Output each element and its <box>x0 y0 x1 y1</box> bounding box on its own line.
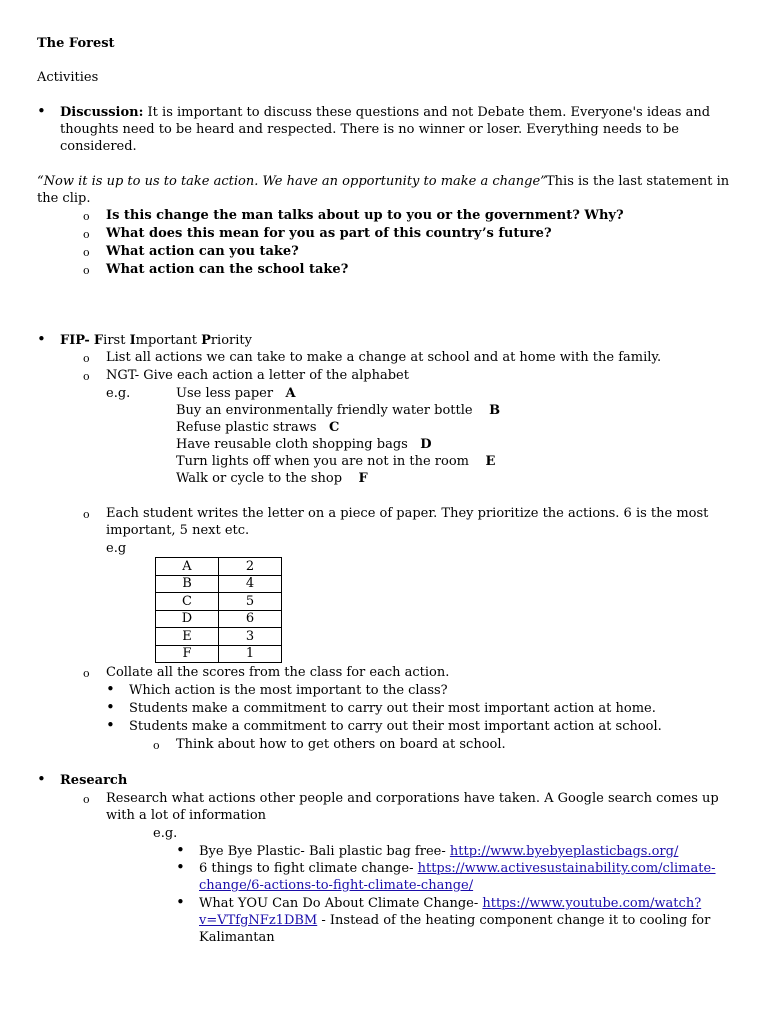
action-item <box>176 419 339 436</box>
table-cell-letter: C <box>156 593 219 611</box>
circle-bullet-icon: o <box>83 264 90 277</box>
action-letter: D <box>420 437 432 452</box>
circle-bullet-icon: o <box>83 793 90 806</box>
table-row <box>156 645 282 663</box>
circle-bullet-icon: o <box>83 228 90 241</box>
research-line-2: with a lot of information <box>106 808 267 823</box>
research-item-3 <box>199 895 701 912</box>
action-text: Refuse plastic straws <box>176 420 317 435</box>
action-text: Have reusable cloth shopping bags <box>176 437 408 452</box>
question-item: What action can you take? <box>106 244 299 259</box>
circle-bullet-icon: o <box>83 508 90 521</box>
question-item: What does this mean for you as part of this country’s future? <box>106 226 552 241</box>
research-item-1-text: Bye Bye Plastic- Bali plastic bag free- <box>199 844 450 859</box>
quote-text: “Now it is up to us to take action. We have an opportunity to make a change” <box>37 174 547 189</box>
bullet-icon: • <box>37 770 46 788</box>
activities-heading: Activities <box>37 70 99 85</box>
fip-heading <box>60 332 252 349</box>
bullet-icon: • <box>106 698 115 716</box>
circle-bullet-icon: o <box>83 246 90 259</box>
fip-letter-f: F <box>93 333 104 348</box>
action-item <box>176 470 368 487</box>
circle-bullet-icon: o <box>83 352 90 365</box>
discussion-text-1: It is important to discuss these questions and not Debate them. Everyone's ideas and <box>147 105 711 120</box>
research-item-3-text: What YOU Can Do About Climate Change- <box>199 896 483 911</box>
table-cell-score: 4 <box>219 575 282 593</box>
discussion-line-2: thoughts need to be heard and respected. There is no winner or loser. Everything needs to be <box>60 122 679 137</box>
fip-word-important: mportant <box>135 333 202 348</box>
research-item-3-line-3: Kalimantan <box>199 930 275 945</box>
question-item: Is this change the man talks about up to you or the government? Why? <box>106 208 624 223</box>
bullet-icon: • <box>106 716 115 734</box>
fip-ngt: NGT- Give each action a letter of the alphabet <box>106 368 409 383</box>
fip-word-first: irst <box>103 333 130 348</box>
research-item-3-line-2 <box>199 912 710 929</box>
sub-bullet-item: Students make a commitment to carry out their most important action at home. <box>129 701 656 716</box>
circle-bullet-icon: o <box>83 370 90 383</box>
discussion-line-1 <box>60 104 710 121</box>
fip-eg-label: e.g. <box>106 386 131 401</box>
fip-letter-p: P <box>201 333 211 348</box>
table-cell-score: 2 <box>219 558 282 576</box>
fip-letter-i: I <box>129 333 136 348</box>
fip-collate: Collate all the scores from the class for each action. <box>106 665 450 680</box>
bullet-icon: • <box>106 680 115 698</box>
bullet-icon: • <box>37 330 46 348</box>
table-cell-score: 5 <box>219 593 282 611</box>
action-letter: E <box>485 454 496 469</box>
bullet-icon: • <box>176 893 185 911</box>
research-item-3-after: - Instead of the heating component change it to cooling for <box>317 913 711 928</box>
action-letter: A <box>285 386 296 401</box>
action-letter: C <box>328 420 340 435</box>
document-title: The Forest <box>37 36 115 51</box>
youtube-link-cont[interactable]: v=VTfgNFz1DBM <box>199 913 318 928</box>
bullet-icon: • <box>176 841 185 859</box>
fip-eg2-label: e.g <box>106 541 127 556</box>
sub-bullet-item: Which action is the most important to the class? <box>129 683 448 698</box>
research-item-2-line-2 <box>199 877 473 894</box>
activesustainability-link-cont[interactable]: change/6-actions-to-fight-climate-change/ <box>199 878 474 893</box>
action-text: Turn lights off when you are not in the room <box>176 454 469 469</box>
table-cell-letter: A <box>156 558 219 576</box>
circle-bullet-icon: o <box>153 739 160 752</box>
action-item <box>176 436 432 453</box>
bullet-icon: • <box>176 858 185 876</box>
action-item <box>176 453 495 470</box>
byebyeplastic-link[interactable]: http://www.byebyeplasticbags.org/ <box>449 844 679 859</box>
fip-list-actions: List all actions we can take to make a change at school and at home with the family. <box>106 350 662 365</box>
fip-writes-line-1: Each student writes the letter on a piece of paper. They prioritize the actions. 6 is the most <box>106 506 709 521</box>
research-line-1: Research what actions other people and corporations have taken. A Google search comes up <box>106 791 719 806</box>
table-cell-letter: F <box>156 645 219 663</box>
table-row <box>156 593 282 611</box>
fip-label: FIP- <box>60 333 90 348</box>
table-row <box>156 575 282 593</box>
action-text: Buy an environmentally friendly water bottle <box>176 403 473 418</box>
action-text: Use less paper <box>176 386 274 401</box>
quote-after: This is the last statement in <box>546 174 730 189</box>
priority-table <box>155 557 282 663</box>
table-row <box>156 628 282 646</box>
table-row <box>156 610 282 628</box>
action-letter: B <box>489 403 501 418</box>
table-cell-letter: B <box>156 575 219 593</box>
circle-bullet-icon: o <box>83 667 90 680</box>
activesustainability-link[interactable]: https://www.activesustainability.com/climate- <box>417 861 716 876</box>
table-cell-score: 1 <box>219 645 282 663</box>
circle-bullet-icon: o <box>83 210 90 223</box>
action-text: Walk or cycle to the shop <box>176 471 343 486</box>
action-item <box>176 385 296 402</box>
research-item-1 <box>199 843 678 860</box>
table-cell-score: 6 <box>219 610 282 628</box>
action-letter: F <box>358 471 368 486</box>
action-item <box>176 402 500 419</box>
quote-line-2: the clip. <box>37 191 91 206</box>
table-cell-letter: D <box>156 610 219 628</box>
fip-word-priority: riority <box>210 333 252 348</box>
table-cell-letter: E <box>156 628 219 646</box>
fip-think: Think about how to get others on board at school. <box>176 737 506 752</box>
research-label: Research <box>60 773 128 788</box>
table-cell-score: 3 <box>219 628 282 646</box>
table-row <box>156 558 282 576</box>
discussion-label: Discussion: <box>60 105 144 120</box>
question-item: What action can the school take? <box>106 262 349 277</box>
research-item-2 <box>199 860 716 877</box>
bullet-icon: • <box>37 102 46 120</box>
fip-writes-line-2: important, 5 next etc. <box>106 523 250 538</box>
discussion-line-3: considered. <box>60 139 137 154</box>
research-eg-label: e.g. <box>153 826 178 841</box>
youtube-link[interactable]: https://www.youtube.com/watch? <box>482 896 702 911</box>
research-item-2-text: 6 things to fight climate change- <box>199 861 418 876</box>
sub-bullet-item: Students make a commitment to carry out their most important action at school. <box>129 719 662 734</box>
